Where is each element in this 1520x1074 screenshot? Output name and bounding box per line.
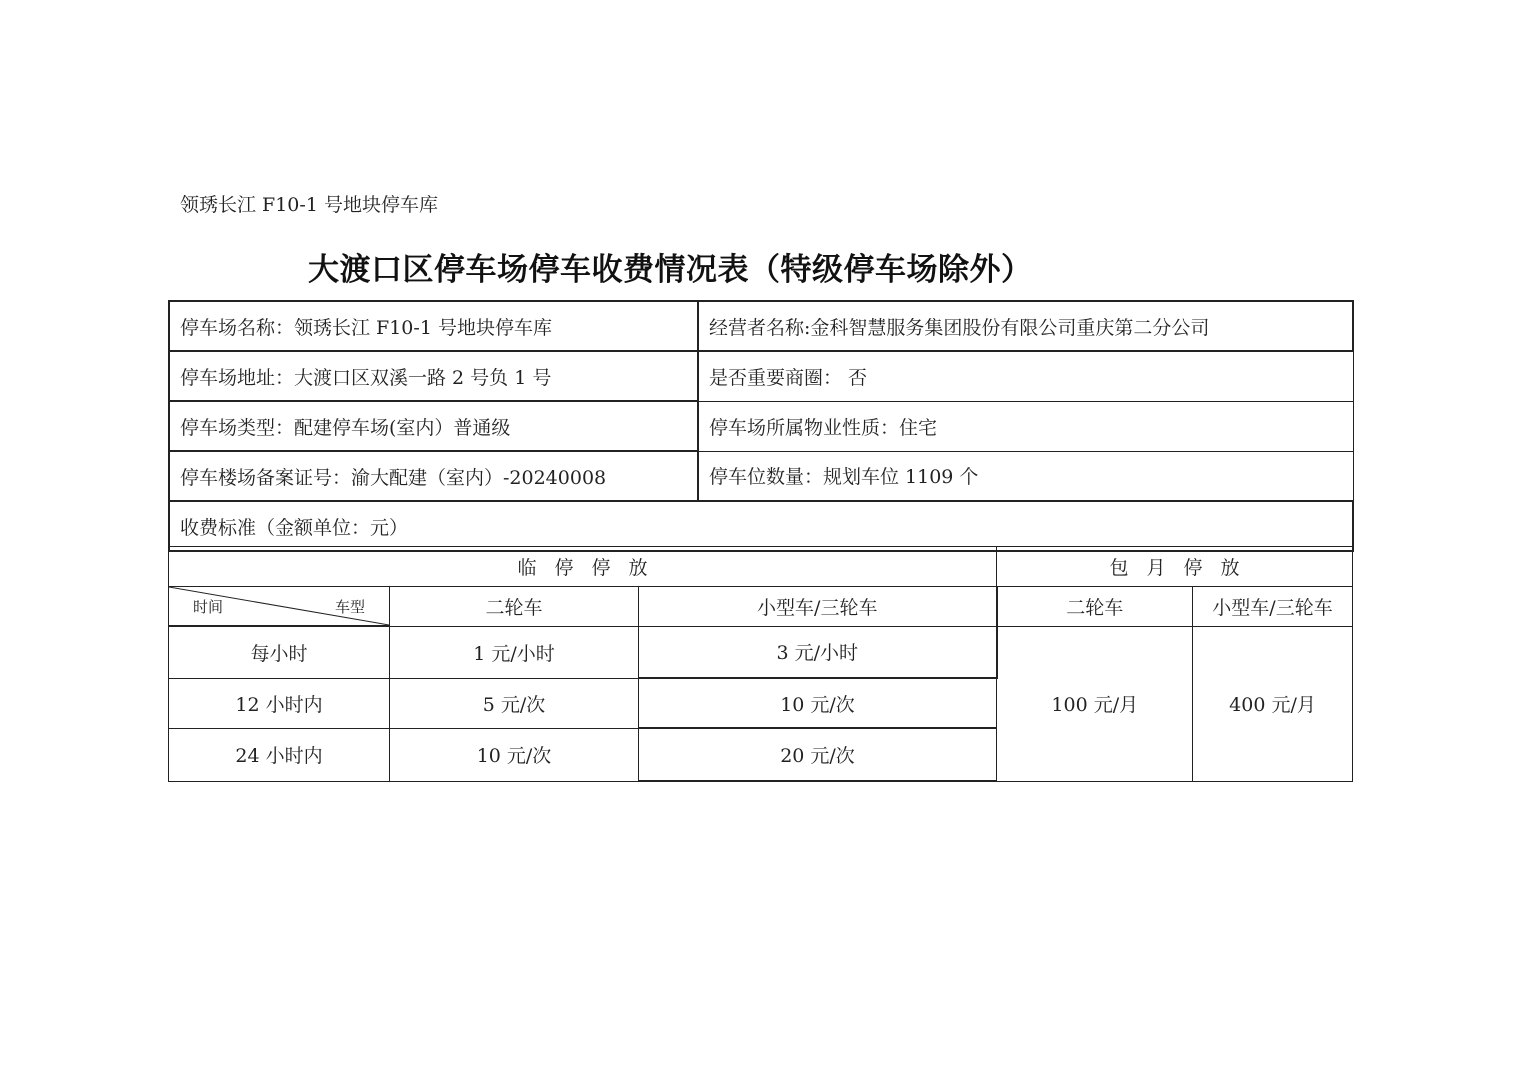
record-number-cell: 停车楼场备案证号：渝大配建（室内）-20240008	[169, 451, 698, 501]
fee-standard-cell: 收费标准（金额单位：元）	[169, 501, 1353, 551]
corner-header-cell	[169, 587, 390, 627]
two-wheel-price-cell: 5 元/次	[390, 678, 639, 728]
parking-spaces-cell: 停车位数量：规划车位 1109 个	[698, 451, 1353, 501]
monthly-parking-header: 包月停放	[997, 547, 1353, 587]
column-header-two-wheel: 二轮车	[390, 587, 639, 627]
operator-cell: 经营者名称:金科智慧服务集团股份有限公司重庆第二分公司	[698, 301, 1353, 351]
parking-info-table	[168, 300, 1354, 552]
table-row	[169, 451, 1353, 501]
period-cell: 12 小时内	[169, 678, 390, 728]
monthly-two-wheel-price-cell: 100 元/月	[997, 626, 1193, 781]
fee-table	[168, 546, 1353, 782]
business-district-cell: 是否重要商圈： 否	[698, 351, 1353, 401]
column-header-monthly-small-vehicle: 小型车/三轮车	[1193, 587, 1353, 627]
diagonal-header	[169, 587, 389, 625]
table-row	[169, 587, 1353, 627]
table-row	[169, 351, 1353, 401]
column-header-monthly-two-wheel: 二轮车	[997, 587, 1193, 627]
small-vehicle-price-cell: 20 元/次	[639, 728, 997, 781]
table-row	[169, 501, 1353, 551]
small-vehicle-price-cell: 10 元/次	[639, 678, 997, 728]
corner-time-label: 时间	[193, 598, 224, 616]
corner-type-label: 车型	[334, 598, 365, 616]
two-wheel-price-cell: 1 元/小时	[390, 626, 639, 678]
monthly-small-vehicle-price-cell: 400 元/月	[1193, 626, 1353, 781]
page-title: 大渡口区停车场停车收费情况表（特级停车场除外）	[308, 252, 1033, 288]
temporary-parking-header: 临停停放	[169, 547, 997, 587]
column-header-small-vehicle: 小型车/三轮车	[639, 587, 997, 627]
period-cell: 24 小时内	[169, 728, 390, 781]
table-row	[169, 547, 1353, 587]
table-row	[169, 301, 1353, 351]
table-row	[169, 401, 1353, 451]
period-cell: 每小时	[169, 626, 390, 678]
lot-type-cell: 停车场类型：配建停车场(室内）普通级	[169, 401, 698, 451]
lot-name-cell: 停车场名称：领琇长江 F10-1 号地块停车库	[169, 301, 698, 351]
property-nature-cell: 停车场所属物业性质：住宅	[698, 401, 1353, 451]
table-row	[169, 626, 1353, 678]
small-vehicle-price-cell: 3 元/小时	[639, 626, 997, 678]
address-cell: 停车场地址：大渡口区双溪一路 2 号负 1 号	[169, 351, 698, 401]
two-wheel-price-cell: 10 元/次	[390, 728, 639, 781]
header-note: 领琇长江 F10-1 号地块停车库	[180, 194, 438, 216]
